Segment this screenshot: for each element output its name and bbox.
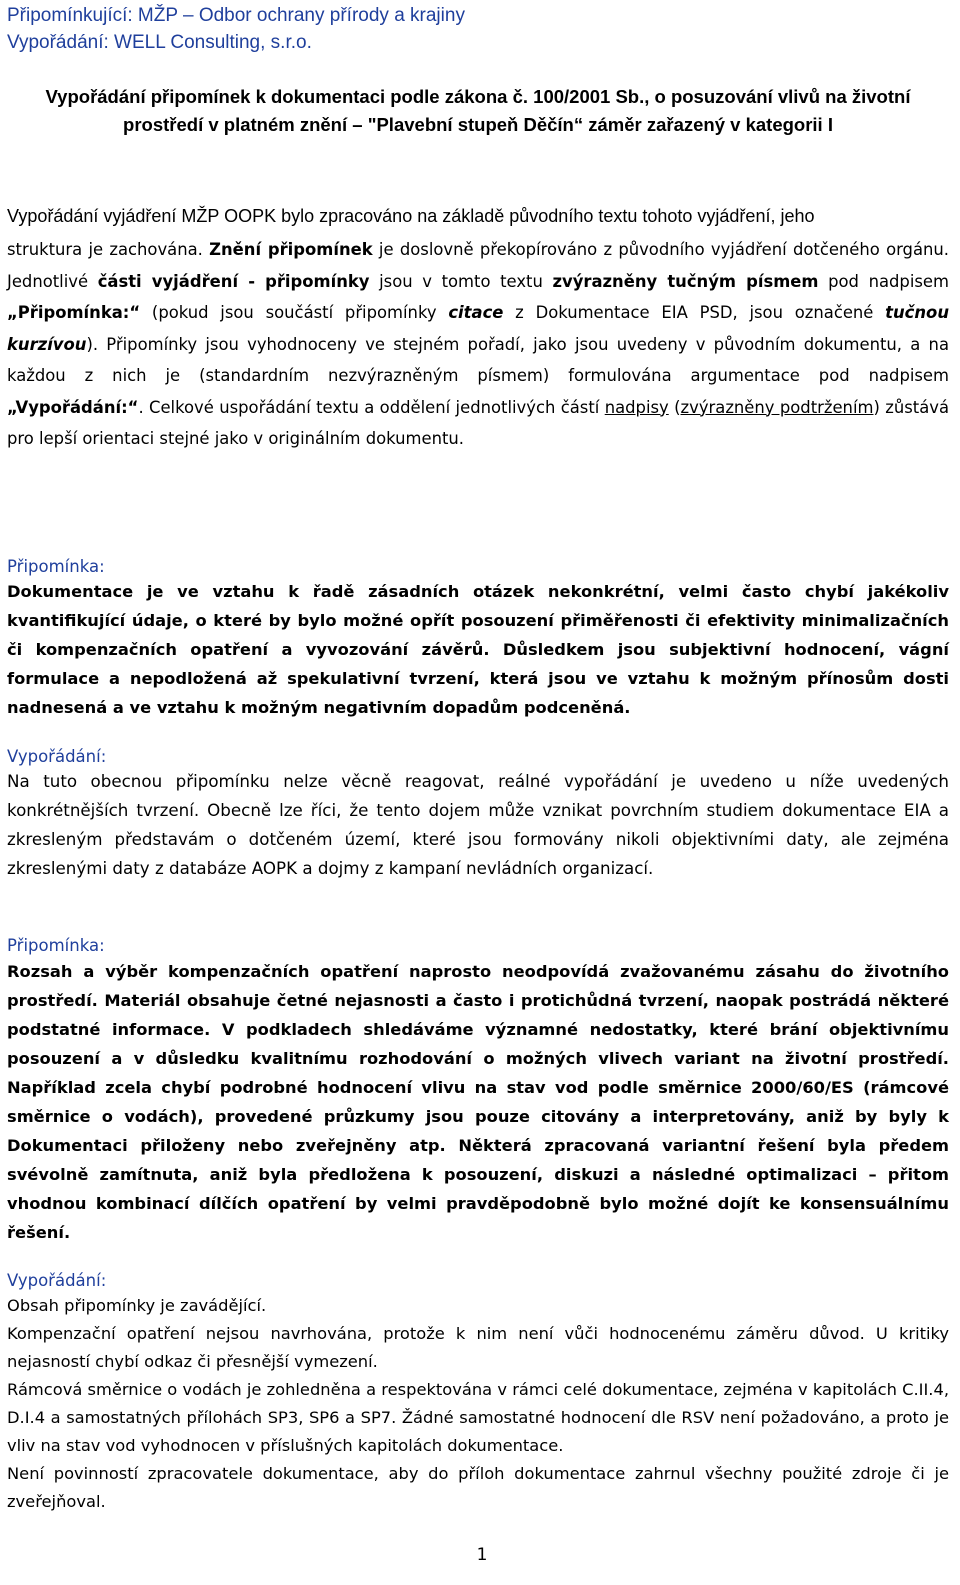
intro-text: (	[668, 397, 681, 417]
intro-bold: „Připomínka:“	[7, 303, 141, 322]
intro-bold-italic: tučnou kurzívou	[7, 303, 949, 354]
comment-label: Připomínka:	[7, 936, 105, 955]
settlement-label: Vypořádání:	[7, 1271, 107, 1290]
intro-underlined: nadpisy	[604, 397, 669, 417]
document-title	[7, 83, 949, 139]
intro-bold: zvýrazněny tučným písmem	[552, 271, 819, 291]
page-number: 1	[476, 1545, 488, 1565]
settlement-line: Rámcová směrnice o vodách je zohledněna a respektována v rámci celé dokumentace, zejména v kapitolách C.II.4, D.I.4 a samostatných přílohách SP3, SP6 a SP7. Žádné samostatné hodnocení dle RSV není požadováno, a proto je vliv na stav vod vyhodnocen v příslušných kapitolách dokumentace.	[7, 1380, 949, 1455]
intro-bold: části vyjádření - připomínky	[97, 271, 370, 291]
intro-underlined: zvýrazněny podtržením	[680, 397, 874, 417]
settlement-line: Obsah připomínky je zavádějící.	[7, 1296, 267, 1315]
settlement-line: Kompenzační opatření nejsou navrhována, protože k nim není vůči hodnocenému záměru důvod. U kritiky nejasností chybí odkaz či přesnější vymezení.	[7, 1324, 949, 1371]
settlement-line: Není povinností zpracovatele dokumentace, aby do příloh dokumentace zahrnul všechny použité zdroje či je zveřejňoval.	[7, 1464, 949, 1511]
settlement-label: Vypořádání:	[7, 747, 107, 766]
comment-text: Dokumentace je ve vztahu k řadě zásadních otázek nekonkrétní, velmi často chybí jakékoliv kvantifikující údaje, o které by bylo možné opřít posouzení přiměřenosti či efektivity minimalizačních či kompenzačních opatření a vyvozování závěrů. Důsledkem jsou subjektivní hodnocení, vágní formulace a nepodložená až spekulativní tvrzení, která jsou ve vztahu k možným přínosům dosti nadnesená a ve vztahu k možným negativním dopadům podceněná.	[7, 582, 949, 717]
settlement-text	[7, 1292, 949, 1516]
intro-text: z Dokumentace EIA PSD, jsou označené	[503, 303, 886, 322]
title-line-1: Vypořádání připomínek k dokumentaci podle zákona č. 100/2001 Sb., o posuzování vlivů na životní	[45, 86, 911, 107]
intro-bold-italic: citace	[448, 303, 504, 322]
intro-text: je doslovně překopírováno z původního vyjádření dotčeného orgánu. Jednotlivé	[7, 240, 949, 291]
intro-text: struktura je zachována.	[7, 240, 210, 259]
settlement-text: Na tuto obecnou připomínku nelze věcně reagovat, reálné vypořádání je uvedeno u níže uvedených konkrétnějších tvrzení. Obecně lze říci, že tento dojem může vznikat povrchním studiem dokumentace EIA a zkresleným představám o dotčeném území, které jsou formovány nikoli objektivními daty, ale zejména zkreslenými daty z databáze AOPK a dojmy z kampaní nevládních organizací.	[7, 771, 949, 878]
intro-bold: Znění připomínek	[209, 240, 373, 259]
intro-text: ) zůstává pro lepší orientaci stejné jako v originálním dokumentu.	[7, 397, 949, 448]
intro-text: ). Připomínky jsou vyhodnoceny ve stejném pořadí, jako jsou uvedeny v původním dokumentu, a na každou z nich je (standardním nezvýrazněným písmem) formulována argumentace pod nadpisem	[7, 334, 949, 385]
intro-text: (pokud jsou součástí připomínky	[140, 303, 449, 322]
intro-bold: „Vypořádání:“	[7, 397, 139, 417]
title-line-2: prostředí v platném znění – "Plavební stupeň Děčín“ záměr zařazený v kategorii I	[123, 114, 833, 135]
header-commenter: Připomínkující: MŽP – Odbor ochrany přírody a krajiny	[7, 5, 465, 26]
header-settlement: Vypořádání: WELL Consulting, s.r.o.	[7, 32, 312, 53]
intro-line-1: Vypořádání vyjádření MŽP OOPK bylo zpracováno na základě původního textu tohoto vyjádření, jeho	[7, 206, 815, 226]
comment-label: Připomínka:	[7, 557, 105, 576]
comment-text: Rozsah a výběr kompenzačních opatření naprosto neodpovídá zvažovanému zásahu do životního prostředí. Materiál obsahuje četné nejasnosti a často i protichůdná tvrzení, naopak postrádá některé podstatné informace. V podkladech shledáváme významné nedostatky, které brání objektivnímu posouzení a v důsledku kvalitnímu rozhodování o možných vlivech variant na životní prostředí. Například zcela chybí podrobné hodnocení vlivu na stav vod podle směrnice 2000/60/ES (rámcové směrnice o vodách), provedené průzkumy jsou pouze citovány a interpretovány, aniž by byly k Dokumentaci přiloženy nebo zveřejněny atp. Některá zpracovaná variantní řešení byla předem svévolně zamítnuta, aniž byla předložena k posouzení, diskuzi a následné optimalizaci – přitom vhodnou kombinací dílčích opatření by velmi pravděpodobně bylo možné dojít ke konsensuálnímu řešení.	[7, 962, 949, 1242]
intro-text: . Celkové uspořádání textu a oddělení jednotlivých částí	[138, 397, 605, 417]
intro-text: jsou v tomto textu	[369, 271, 553, 291]
intro-paragraph	[7, 234, 949, 455]
intro-text: pod nadpisem	[818, 271, 949, 291]
